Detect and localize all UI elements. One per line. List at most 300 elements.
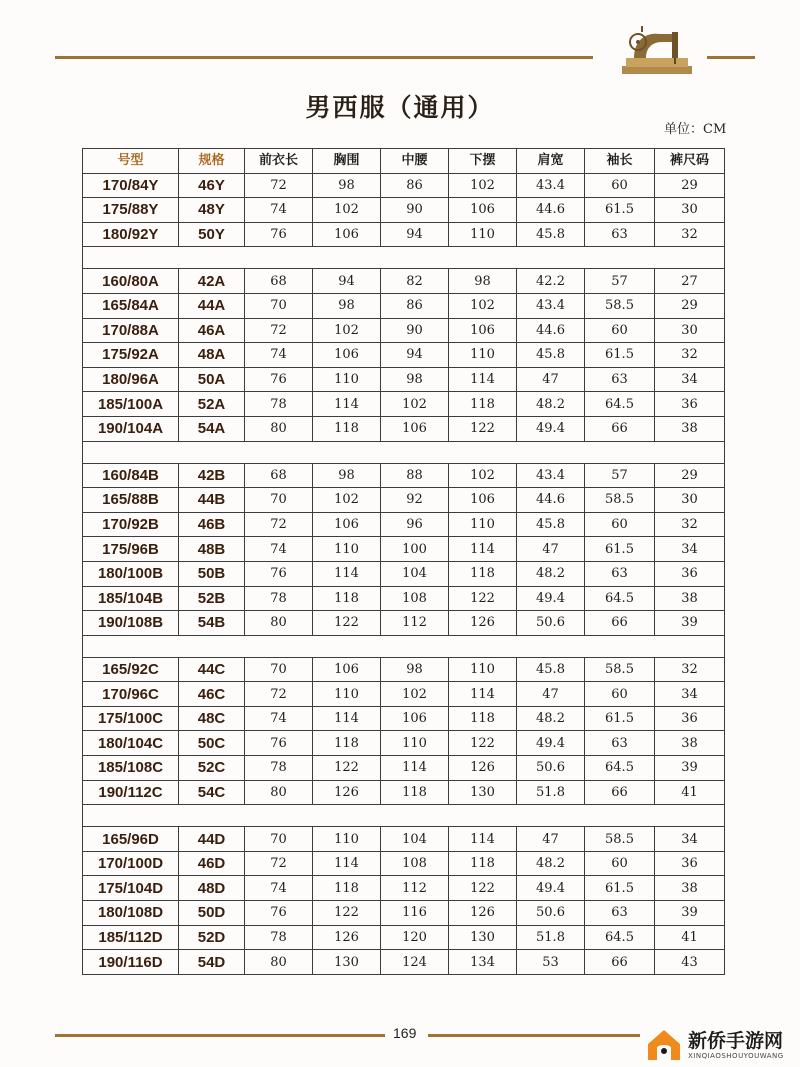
- table-cell: 98: [381, 657, 449, 682]
- table-cell: 180/96A: [83, 367, 179, 392]
- table-cell: 52D: [179, 925, 245, 950]
- table-cell: 104: [381, 827, 449, 852]
- table-cell: 54D: [179, 950, 245, 975]
- table-cell: 122: [313, 756, 381, 781]
- table-cell: 52A: [179, 392, 245, 417]
- table-cell: 52B: [179, 586, 245, 611]
- table-row: [83, 950, 725, 975]
- table-cell: 49.4: [517, 876, 585, 901]
- table-cell: 118: [313, 416, 381, 441]
- table-cell: 114: [381, 756, 449, 781]
- table-cell: 64.5: [585, 925, 655, 950]
- table-cell: 130: [313, 950, 381, 975]
- table-cell: 118: [449, 706, 517, 731]
- table-cell: 29: [655, 293, 725, 318]
- table-cell: 106: [449, 318, 517, 343]
- table-cell: 165/92C: [83, 657, 179, 682]
- table-cell: 50.6: [517, 756, 585, 781]
- table-cell: 122: [313, 901, 381, 926]
- table-cell: 44B: [179, 488, 245, 513]
- table-cell: 94: [381, 343, 449, 368]
- table-cell: 170/84Y: [83, 173, 179, 198]
- table-cell: 122: [449, 586, 517, 611]
- table-cell: 34: [655, 827, 725, 852]
- table-cell: 41: [655, 780, 725, 805]
- table-cell: 175/88Y: [83, 198, 179, 223]
- table-cell: 43: [655, 950, 725, 975]
- table-row: [83, 293, 725, 318]
- table-cell: 108: [381, 851, 449, 876]
- table-row: [83, 416, 725, 441]
- table-cell: 165/84A: [83, 293, 179, 318]
- table-cell: 45.8: [517, 657, 585, 682]
- table-cell: 160/84B: [83, 463, 179, 488]
- table-cell: 57: [585, 463, 655, 488]
- table-cell: 118: [313, 876, 381, 901]
- table-cell: 58.5: [585, 488, 655, 513]
- table-row: [83, 392, 725, 417]
- group-separator-row: [83, 441, 725, 463]
- table-cell: 50Y: [179, 222, 245, 247]
- table-cell: 102: [449, 173, 517, 198]
- table-cell: 32: [655, 343, 725, 368]
- table-cell: 38: [655, 416, 725, 441]
- table-cell: 44D: [179, 827, 245, 852]
- table-cell: 63: [585, 731, 655, 756]
- table-cell: 51.8: [517, 780, 585, 805]
- table-cell: 32: [655, 222, 725, 247]
- table-cell: 126: [449, 901, 517, 926]
- separator-cell: [83, 441, 725, 463]
- table-cell: 70: [245, 827, 313, 852]
- table-cell: 160/80A: [83, 269, 179, 294]
- table-cell: 114: [313, 392, 381, 417]
- table-cell: 63: [585, 367, 655, 392]
- table-cell: 42B: [179, 463, 245, 488]
- table-cell: 41: [655, 925, 725, 950]
- table-cell: 185/100A: [83, 392, 179, 417]
- table-cell: 60: [585, 512, 655, 537]
- table-row: [83, 463, 725, 488]
- table-cell: 80: [245, 780, 313, 805]
- size-chart-table: [82, 148, 725, 975]
- table-cell: 74: [245, 876, 313, 901]
- table-cell: 48B: [179, 537, 245, 562]
- table-cell: 185/104B: [83, 586, 179, 611]
- table-row: [83, 731, 725, 756]
- table-cell: 110: [313, 827, 381, 852]
- table-cell: 185/108C: [83, 756, 179, 781]
- table-cell: 126: [313, 780, 381, 805]
- table-row: [83, 901, 725, 926]
- table-cell: 98: [449, 269, 517, 294]
- column-header: 前衣长: [245, 149, 313, 174]
- table-cell: 94: [381, 222, 449, 247]
- table-row: [83, 173, 725, 198]
- table-row: [83, 925, 725, 950]
- table-cell: 60: [585, 173, 655, 198]
- table-cell: 43.4: [517, 173, 585, 198]
- table-cell: 68: [245, 269, 313, 294]
- table-cell: 38: [655, 731, 725, 756]
- table-cell: 102: [381, 682, 449, 707]
- table-cell: 54A: [179, 416, 245, 441]
- table-row: [83, 512, 725, 537]
- table-cell: 118: [449, 851, 517, 876]
- table-cell: 170/88A: [83, 318, 179, 343]
- table-cell: 185/112D: [83, 925, 179, 950]
- column-header: 下摆: [449, 149, 517, 174]
- separator-cell: [83, 247, 725, 269]
- table-cell: 50B: [179, 561, 245, 586]
- unit-label: 单位：CM: [664, 122, 727, 137]
- table-cell: 130: [449, 925, 517, 950]
- table-cell: 46C: [179, 682, 245, 707]
- table-cell: 64.5: [585, 586, 655, 611]
- column-header: 号型: [83, 149, 179, 174]
- table-cell: 110: [313, 682, 381, 707]
- table-cell: 76: [245, 367, 313, 392]
- top-divider-right: [707, 56, 755, 59]
- table-cell: 90: [381, 318, 449, 343]
- column-header: 胸围: [313, 149, 381, 174]
- table-cell: 44.6: [517, 488, 585, 513]
- table-cell: 114: [313, 561, 381, 586]
- table-cell: 42A: [179, 269, 245, 294]
- table-cell: 50D: [179, 901, 245, 926]
- table-cell: 45.8: [517, 512, 585, 537]
- watermark: [642, 1024, 800, 1067]
- table-cell: 102: [313, 488, 381, 513]
- table-cell: 120: [381, 925, 449, 950]
- table-cell: 165/96D: [83, 827, 179, 852]
- table-cell: 27: [655, 269, 725, 294]
- table-cell: 116: [381, 901, 449, 926]
- table-cell: 72: [245, 173, 313, 198]
- table-cell: 46Y: [179, 173, 245, 198]
- table-cell: 112: [381, 611, 449, 636]
- group-separator-row: [83, 247, 725, 269]
- table-cell: 130: [449, 780, 517, 805]
- table-cell: 50C: [179, 731, 245, 756]
- sewing-machine-logo-icon: [616, 22, 696, 78]
- table-cell: 78: [245, 586, 313, 611]
- table-cell: 118: [381, 780, 449, 805]
- table-cell: 104: [381, 561, 449, 586]
- table-row: [83, 756, 725, 781]
- bottom-divider-left: [55, 1034, 385, 1037]
- table-cell: 49.4: [517, 586, 585, 611]
- table-cell: 190/112C: [83, 780, 179, 805]
- table-row: [83, 851, 725, 876]
- page-title: 男西服（通用）: [305, 93, 495, 122]
- table-cell: 72: [245, 682, 313, 707]
- table-cell: 47: [517, 682, 585, 707]
- table-cell: 30: [655, 318, 725, 343]
- header-row: [83, 149, 725, 174]
- table-cell: 76: [245, 561, 313, 586]
- table-cell: 106: [313, 657, 381, 682]
- table-cell: 32: [655, 512, 725, 537]
- table-cell: 124: [381, 950, 449, 975]
- table-cell: 39: [655, 611, 725, 636]
- table-cell: 126: [449, 756, 517, 781]
- table-cell: 68: [245, 463, 313, 488]
- group-separator-row: [83, 805, 725, 827]
- table-cell: 76: [245, 222, 313, 247]
- table-cell: 72: [245, 318, 313, 343]
- table-cell: 170/96C: [83, 682, 179, 707]
- table-cell: 102: [313, 198, 381, 223]
- table-cell: 118: [313, 586, 381, 611]
- table-cell: 30: [655, 198, 725, 223]
- table-cell: 46A: [179, 318, 245, 343]
- table-cell: 70: [245, 657, 313, 682]
- table-cell: 134: [449, 950, 517, 975]
- table-cell: 96: [381, 512, 449, 537]
- table-cell: 170/100D: [83, 851, 179, 876]
- table-cell: 126: [449, 611, 517, 636]
- table-row: [83, 537, 725, 562]
- table-cell: 86: [381, 173, 449, 198]
- table-cell: 29: [655, 173, 725, 198]
- table-cell: 110: [449, 222, 517, 247]
- table-cell: 50.6: [517, 901, 585, 926]
- table-cell: 43.4: [517, 463, 585, 488]
- table-cell: 36: [655, 851, 725, 876]
- table-cell: 43.4: [517, 293, 585, 318]
- table-cell: 34: [655, 367, 725, 392]
- watermark-subtitle: XINQIAOSHOUYOUWANG: [688, 1052, 784, 1060]
- table-cell: 118: [449, 561, 517, 586]
- table-cell: 53: [517, 950, 585, 975]
- table-cell: 48.2: [517, 706, 585, 731]
- table-cell: 29: [655, 463, 725, 488]
- table-row: [83, 269, 725, 294]
- table-cell: 36: [655, 561, 725, 586]
- table-cell: 58.5: [585, 293, 655, 318]
- table-cell: 49.4: [517, 416, 585, 441]
- table-cell: 48A: [179, 343, 245, 368]
- table-cell: 106: [381, 416, 449, 441]
- table-cell: 175/104D: [83, 876, 179, 901]
- table-cell: 60: [585, 851, 655, 876]
- table-cell: 106: [381, 706, 449, 731]
- table-cell: 175/96B: [83, 537, 179, 562]
- table-row: [83, 488, 725, 513]
- table-cell: 39: [655, 756, 725, 781]
- table-cell: 78: [245, 925, 313, 950]
- table-row: [83, 657, 725, 682]
- table-cell: 114: [449, 367, 517, 392]
- table-cell: 44.6: [517, 318, 585, 343]
- table-cell: 165/88B: [83, 488, 179, 513]
- table-cell: 61.5: [585, 706, 655, 731]
- table-row: [83, 343, 725, 368]
- table-cell: 66: [585, 780, 655, 805]
- table-cell: 58.5: [585, 827, 655, 852]
- bottom-divider-right: [428, 1034, 640, 1037]
- table-cell: 78: [245, 756, 313, 781]
- table-cell: 70: [245, 488, 313, 513]
- column-header: 肩宽: [517, 149, 585, 174]
- table-cell: 72: [245, 851, 313, 876]
- table-cell: 54C: [179, 780, 245, 805]
- table-cell: 46B: [179, 512, 245, 537]
- table-cell: 61.5: [585, 537, 655, 562]
- table-cell: 122: [449, 876, 517, 901]
- table-cell: 90: [381, 198, 449, 223]
- table-cell: 88: [381, 463, 449, 488]
- table-cell: 48D: [179, 876, 245, 901]
- separator-cell: [83, 805, 725, 827]
- table-row: [83, 611, 725, 636]
- table-cell: 50A: [179, 367, 245, 392]
- table-cell: 78: [245, 392, 313, 417]
- table-cell: 106: [449, 488, 517, 513]
- table-cell: 39: [655, 901, 725, 926]
- table-cell: 108: [381, 586, 449, 611]
- table-cell: 44.6: [517, 198, 585, 223]
- table-cell: 49.4: [517, 731, 585, 756]
- table-row: [83, 367, 725, 392]
- house-logo-icon: [644, 1026, 684, 1064]
- table-cell: 34: [655, 682, 725, 707]
- table-row: [83, 706, 725, 731]
- table-cell: 51.8: [517, 925, 585, 950]
- table-cell: 36: [655, 392, 725, 417]
- table-cell: 118: [449, 392, 517, 417]
- table-row: [83, 561, 725, 586]
- table-cell: 94: [313, 269, 381, 294]
- table-cell: 106: [313, 222, 381, 247]
- table-cell: 63: [585, 222, 655, 247]
- table-cell: 44A: [179, 293, 245, 318]
- table-cell: 126: [313, 925, 381, 950]
- table-cell: 45.8: [517, 343, 585, 368]
- column-header: 规格: [179, 149, 245, 174]
- table-cell: 57: [585, 269, 655, 294]
- table-cell: 48C: [179, 706, 245, 731]
- table-cell: 46D: [179, 851, 245, 876]
- table-cell: 102: [449, 293, 517, 318]
- table-cell: 110: [313, 537, 381, 562]
- group-separator-row: [83, 635, 725, 657]
- table-cell: 76: [245, 901, 313, 926]
- table-cell: 98: [313, 293, 381, 318]
- separator-cell: [83, 635, 725, 657]
- table-cell: 80: [245, 950, 313, 975]
- table-cell: 74: [245, 343, 313, 368]
- table-row: [83, 318, 725, 343]
- table-cell: 98: [381, 367, 449, 392]
- table-row: [83, 827, 725, 852]
- table-cell: 74: [245, 706, 313, 731]
- table-cell: 92: [381, 488, 449, 513]
- table-cell: 38: [655, 586, 725, 611]
- table-row: [83, 876, 725, 901]
- table-cell: 60: [585, 318, 655, 343]
- table-cell: 52C: [179, 756, 245, 781]
- table-cell: 70: [245, 293, 313, 318]
- table-cell: 72: [245, 512, 313, 537]
- table-cell: 42.2: [517, 269, 585, 294]
- table-cell: 110: [381, 731, 449, 756]
- table-cell: 102: [449, 463, 517, 488]
- watermark-brand: 新侨手游网: [688, 1030, 784, 1052]
- table-cell: 106: [449, 198, 517, 223]
- table-cell: 74: [245, 198, 313, 223]
- table-cell: 114: [449, 682, 517, 707]
- table-cell: 48.2: [517, 392, 585, 417]
- table-cell: 180/104C: [83, 731, 179, 756]
- table-cell: 63: [585, 561, 655, 586]
- table-cell: 80: [245, 416, 313, 441]
- table-cell: 122: [313, 611, 381, 636]
- table-cell: 190/116D: [83, 950, 179, 975]
- table-cell: 114: [313, 706, 381, 731]
- table-cell: 100: [381, 537, 449, 562]
- table-row: [83, 780, 725, 805]
- table-cell: 180/108D: [83, 901, 179, 926]
- table-cell: 38: [655, 876, 725, 901]
- table-cell: 47: [517, 827, 585, 852]
- table-row: [83, 222, 725, 247]
- table-cell: 112: [381, 876, 449, 901]
- table-cell: 54B: [179, 611, 245, 636]
- table-cell: 170/92B: [83, 512, 179, 537]
- column-header: 袖长: [585, 149, 655, 174]
- table-cell: 102: [313, 318, 381, 343]
- table-cell: 122: [449, 416, 517, 441]
- table-cell: 180/92Y: [83, 222, 179, 247]
- table-cell: 122: [449, 731, 517, 756]
- table-cell: 110: [313, 367, 381, 392]
- table-cell: 30: [655, 488, 725, 513]
- table-cell: 175/100C: [83, 706, 179, 731]
- table-cell: 47: [517, 367, 585, 392]
- table-cell: 190/108B: [83, 611, 179, 636]
- table-cell: 66: [585, 611, 655, 636]
- table-cell: 102: [381, 392, 449, 417]
- table-cell: 190/104A: [83, 416, 179, 441]
- table-cell: 98: [313, 173, 381, 198]
- table-cell: 114: [313, 851, 381, 876]
- table-cell: 44C: [179, 657, 245, 682]
- table-cell: 64.5: [585, 756, 655, 781]
- table-cell: 64.5: [585, 392, 655, 417]
- table-cell: 106: [313, 343, 381, 368]
- table-row: [83, 682, 725, 707]
- table-row: [83, 586, 725, 611]
- table-cell: 76: [245, 731, 313, 756]
- table-cell: 180/100B: [83, 561, 179, 586]
- top-divider-left: [55, 56, 593, 59]
- table-cell: 114: [449, 537, 517, 562]
- table-cell: 48Y: [179, 198, 245, 223]
- table-cell: 50.6: [517, 611, 585, 636]
- table-cell: 34: [655, 537, 725, 562]
- table-cell: 114: [449, 827, 517, 852]
- table-cell: 86: [381, 293, 449, 318]
- table-cell: 82: [381, 269, 449, 294]
- table-cell: 48.2: [517, 561, 585, 586]
- table-row: [83, 198, 725, 223]
- table-cell: 32: [655, 657, 725, 682]
- table-cell: 61.5: [585, 198, 655, 223]
- table-cell: 175/92A: [83, 343, 179, 368]
- table-cell: 106: [313, 512, 381, 537]
